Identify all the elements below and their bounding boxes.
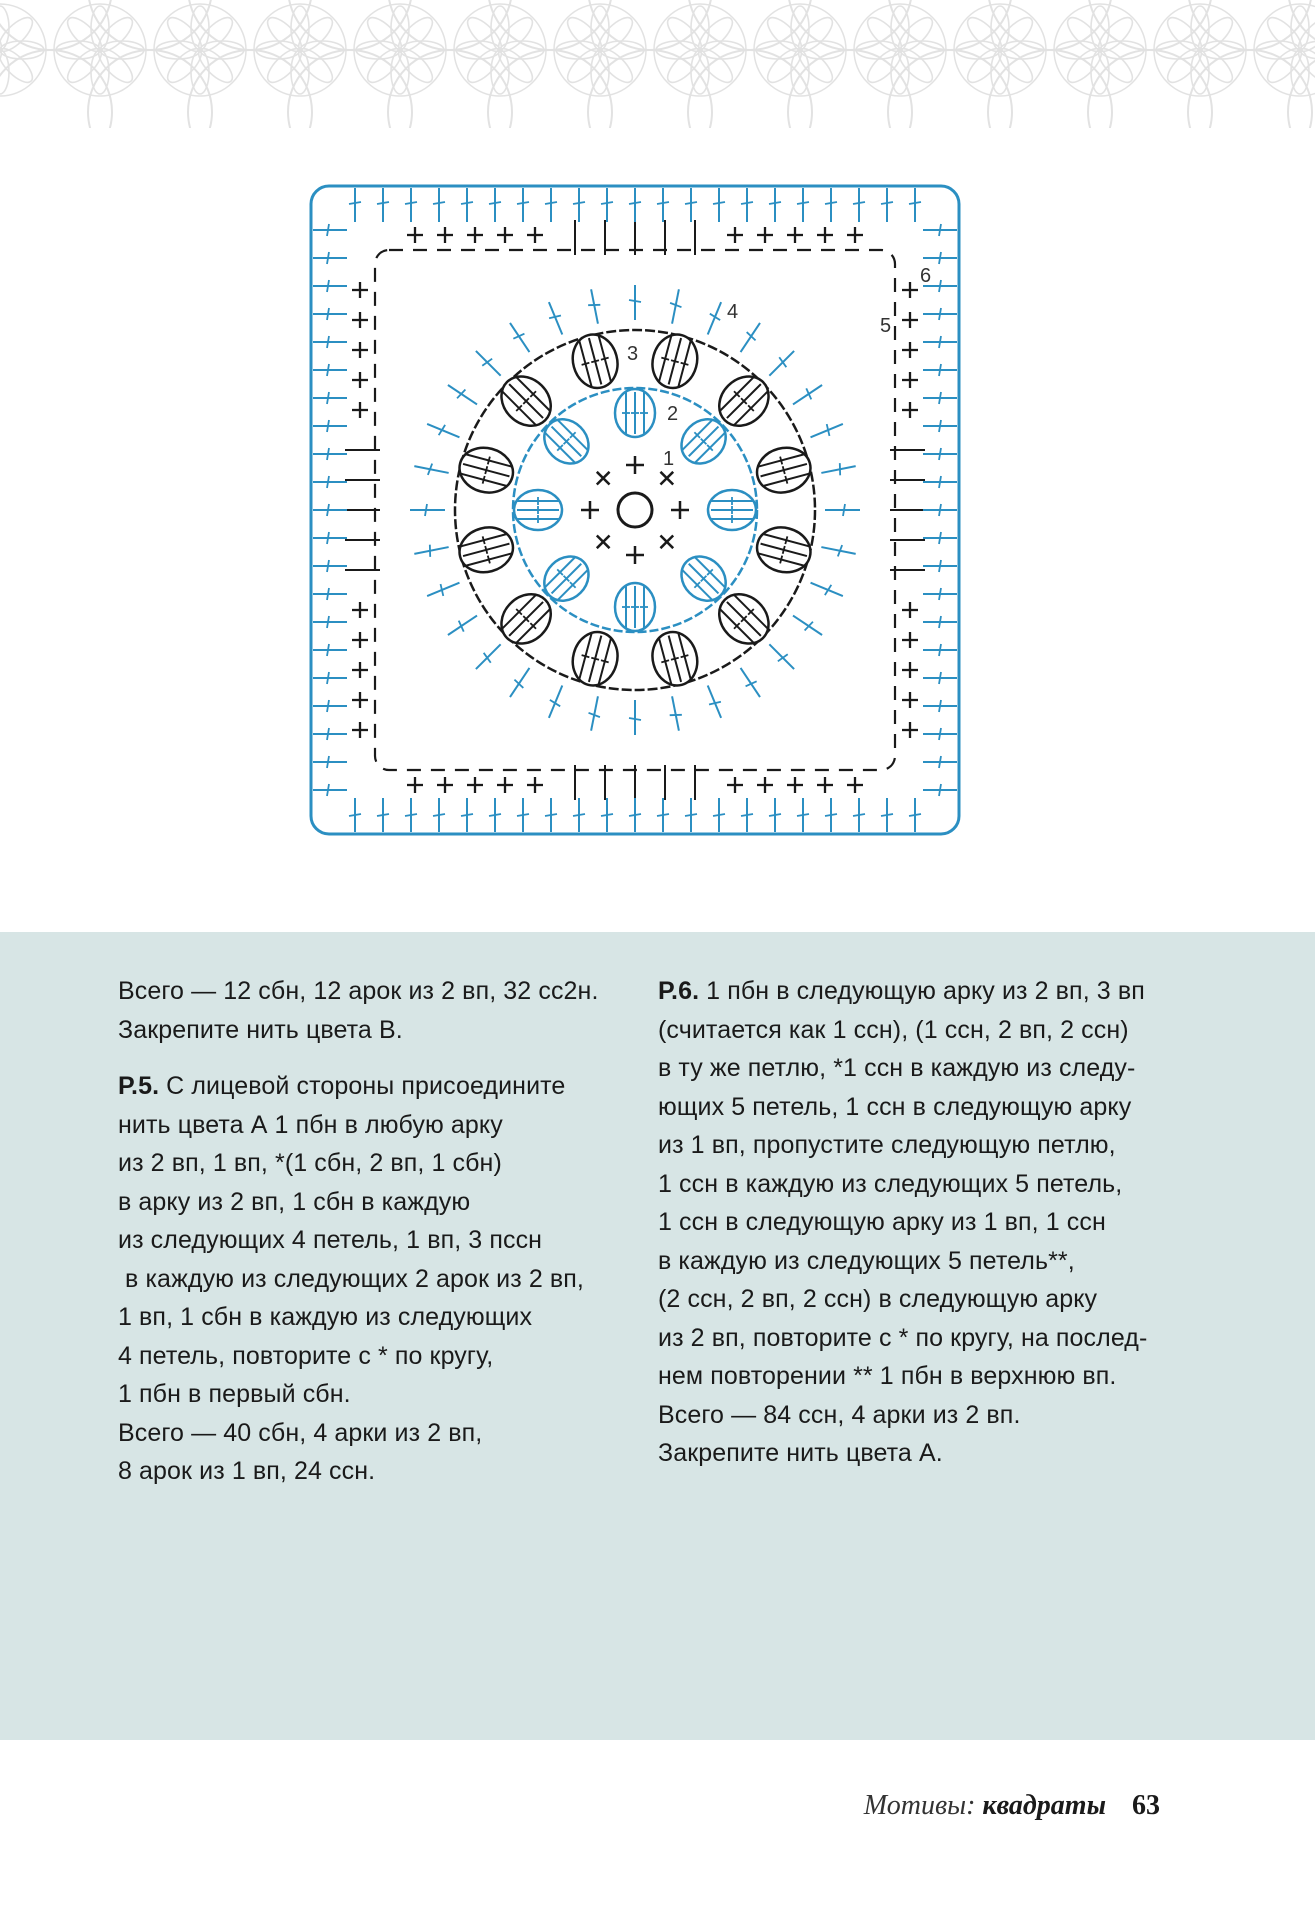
round6-line: 1 пбн в следующую арку из 2 вп, 3 вп: [699, 977, 1145, 1005]
round6-label: Р.6.: [658, 977, 700, 1005]
section-topic: квадраты: [982, 1790, 1106, 1821]
round5-first-line: [118, 1067, 618, 1106]
round6-line: в каждую из следующих 5 петель**,: [658, 1246, 1075, 1275]
round6-line: из 1 вп, пропустите следующую петлю,: [658, 1131, 1116, 1159]
crochet-symbol-diagram: [305, 180, 965, 840]
page-number: 63: [1132, 1790, 1160, 1821]
round5-line: 1 вп, 1 сбн в каждую из следующих: [118, 1303, 533, 1331]
round6-line: Закрепите нить цвета А.: [658, 1439, 943, 1467]
round-label: 1: [663, 448, 675, 470]
round6-line: (считается как 1 ссн), (1 ссн, 2 вп, 2 ссн): [658, 1015, 1129, 1044]
round6-line: в ту же петлю, *1 ссн в каждую из следу-: [658, 1054, 1136, 1082]
lace-pattern-icon: [0, 0, 1315, 128]
round-label: 5: [880, 315, 892, 337]
round5-line: нить цвета А 1 пбн в любую арку: [118, 1110, 503, 1139]
intro-line: Закрепите нить цвета В.: [118, 1015, 403, 1044]
round6-line: ющих 5 петель, 1 ссн в следующую арку: [658, 1092, 1132, 1121]
section-name: Мотивы:: [863, 1790, 983, 1821]
round6-first-line: [658, 972, 1198, 1011]
decorative-lace-header: [0, 0, 1315, 128]
instructions-panel: [0, 932, 1315, 1740]
page-footer: [0, 1790, 1160, 1822]
round5-label: Р.5.: [118, 1072, 160, 1100]
round5-line: 8 арок из 1 вп, 24 ссн.: [118, 1457, 376, 1485]
round5-line: Всего — 40 сбн, 4 арки из 2 вп,: [118, 1418, 483, 1447]
round5-line: 1 пбн в первый сбн.: [118, 1380, 351, 1408]
right-column: [658, 972, 1198, 1473]
round6-line: 1 ссн в каждую из следующих 5 петель,: [658, 1169, 1123, 1198]
round-label: 2: [667, 403, 679, 425]
intro-line: Всего — 12 сбн, 12 арок из 2 вп, 32 сс2н.: [118, 977, 599, 1005]
round5-line: в арку из 2 вп, 1 сбн в каждую: [118, 1187, 471, 1216]
round5-line: из 2 вп, 1 вп, *(1 сбн, 2 вп, 1 сбн): [118, 1149, 502, 1177]
round6-line: нем повторении ** 1 пбн в верхнюю вп.: [658, 1362, 1117, 1390]
round6-line: Всего — 84 ссн, 4 арки из 2 вп.: [658, 1400, 1021, 1429]
round6-line: 1 ссн в следующую арку из 1 вп, 1 ссн: [658, 1208, 1106, 1236]
round-label: 4: [727, 301, 739, 323]
round-label: 6: [920, 265, 932, 287]
round6-line: из 2 вп, повторите с * по кругу, на послед-: [658, 1323, 1148, 1352]
crochet-chart: [305, 180, 965, 840]
left-column: [118, 972, 618, 1491]
round5-line: в каждую из следующих 2 арок из 2 вп,: [118, 1264, 584, 1293]
round5-line: из следующих 4 петель, 1 вп, 3 пссн: [118, 1226, 543, 1254]
round5-line: С лицевой стороны присоедините: [159, 1072, 566, 1100]
round5-line: 4 петель, повторите с * по кругу,: [118, 1341, 494, 1370]
round6-line: (2 ссн, 2 вп, 2 ссн) в следующую арку: [658, 1285, 1098, 1313]
round-label: 3: [627, 343, 639, 365]
